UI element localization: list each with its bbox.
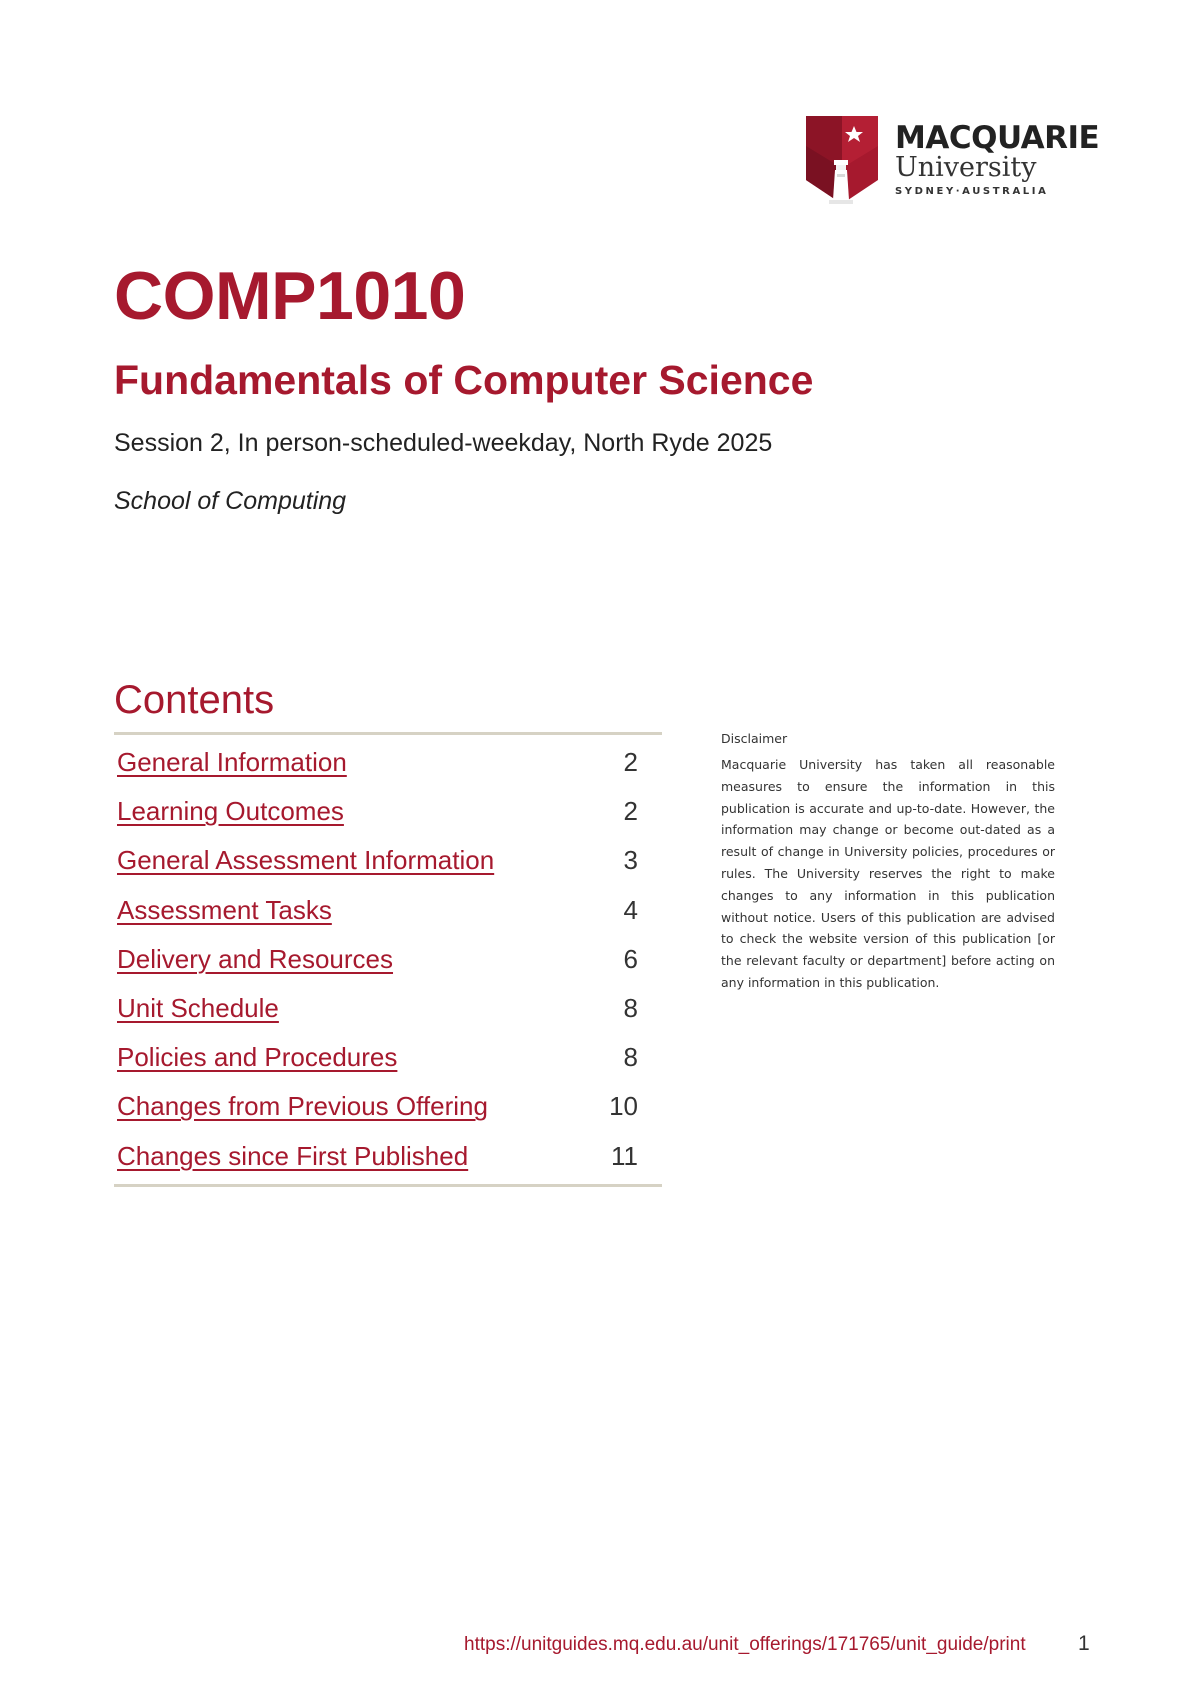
toc-row-unit-schedule xyxy=(114,983,662,1032)
contents-heading: Contents xyxy=(114,678,275,722)
toc-row-changes-since-first-published xyxy=(114,1131,662,1180)
toc-link-assessment-tasks[interactable]: Assessment Tasks xyxy=(117,894,332,925)
disclaimer xyxy=(721,730,1055,994)
table-of-contents xyxy=(114,732,662,1187)
course-title: Fundamentals of Computer Science xyxy=(114,357,814,403)
toc-page-number: 6 xyxy=(623,943,638,974)
school-name: School of Computing xyxy=(114,487,347,515)
toc-row-general-assessment-information xyxy=(114,835,662,884)
logo-line-university: University xyxy=(895,152,1037,183)
toc-row-policies-and-procedures xyxy=(114,1032,662,1081)
toc-link-changes-since-first-published[interactable]: Changes since First Published xyxy=(117,1140,469,1171)
toc-row-general-information xyxy=(114,737,662,786)
toc-link-general-assessment-information[interactable]: General Assessment Information xyxy=(117,845,495,876)
logo-wordmark xyxy=(895,116,1099,197)
session-info: Session 2, In person-scheduled-weekday, North Ryde 2025 xyxy=(114,429,773,457)
toc-link-delivery-and-resources[interactable]: Delivery and Resources xyxy=(117,943,394,974)
toc-page-number: 10 xyxy=(609,1091,638,1122)
toc-page-number: 8 xyxy=(623,992,638,1023)
toc-link-unit-schedule[interactable]: Unit Schedule xyxy=(117,992,279,1023)
disclaimer-title: Disclaimer xyxy=(721,731,788,746)
logo-line-location: SYDNEY·AUSTRALIA xyxy=(895,186,1049,197)
logo-line-macquarie: MACQUARIE xyxy=(895,120,1100,156)
toc-row-assessment-tasks xyxy=(114,885,662,934)
footer-url-link[interactable]: https://unitguides.mq.edu.au/unit_offerings/171765/unit_guide/print xyxy=(464,1634,1026,1655)
university-logo xyxy=(800,116,1100,206)
toc-page-number: 2 xyxy=(623,747,638,777)
toc-link-general-information[interactable]: General Information xyxy=(117,747,347,777)
toc-page-number: 3 xyxy=(623,845,638,876)
toc-link-policies-and-procedures[interactable]: Policies and Procedures xyxy=(117,1042,398,1073)
toc-page-number: 2 xyxy=(623,796,638,827)
disclaimer-body: Macquarie University has taken all reasonable measures to ensure the information in this publication is accurate and up-to-date. However, the information may change or become out-dated as a result of change in University policies, procedures or rules. The University reserves the right to make changes to any information in this publication without notice. Users of this publication are advised to check the website version of this publication [or the relevant faculty or department] before acting on any information in this publication. xyxy=(721,757,1055,990)
toc-row-learning-outcomes xyxy=(114,786,662,835)
toc-page-number: 8 xyxy=(623,1042,638,1073)
footer-page-number: 1 xyxy=(1078,1632,1090,1655)
toc-page-number: 11 xyxy=(611,1140,638,1171)
toc-link-changes-from-previous-offering[interactable]: Changes from Previous Offering xyxy=(117,1091,488,1122)
course-code: COMP1010 xyxy=(114,258,466,334)
toc-link-learning-outcomes[interactable]: Learning Outcomes xyxy=(117,796,344,827)
toc-row-changes-from-previous-offering xyxy=(114,1081,662,1130)
macquarie-lighthouse-shield-icon xyxy=(800,116,884,206)
toc-row-delivery-and-resources xyxy=(114,934,662,983)
toc-page-number: 4 xyxy=(623,894,638,925)
